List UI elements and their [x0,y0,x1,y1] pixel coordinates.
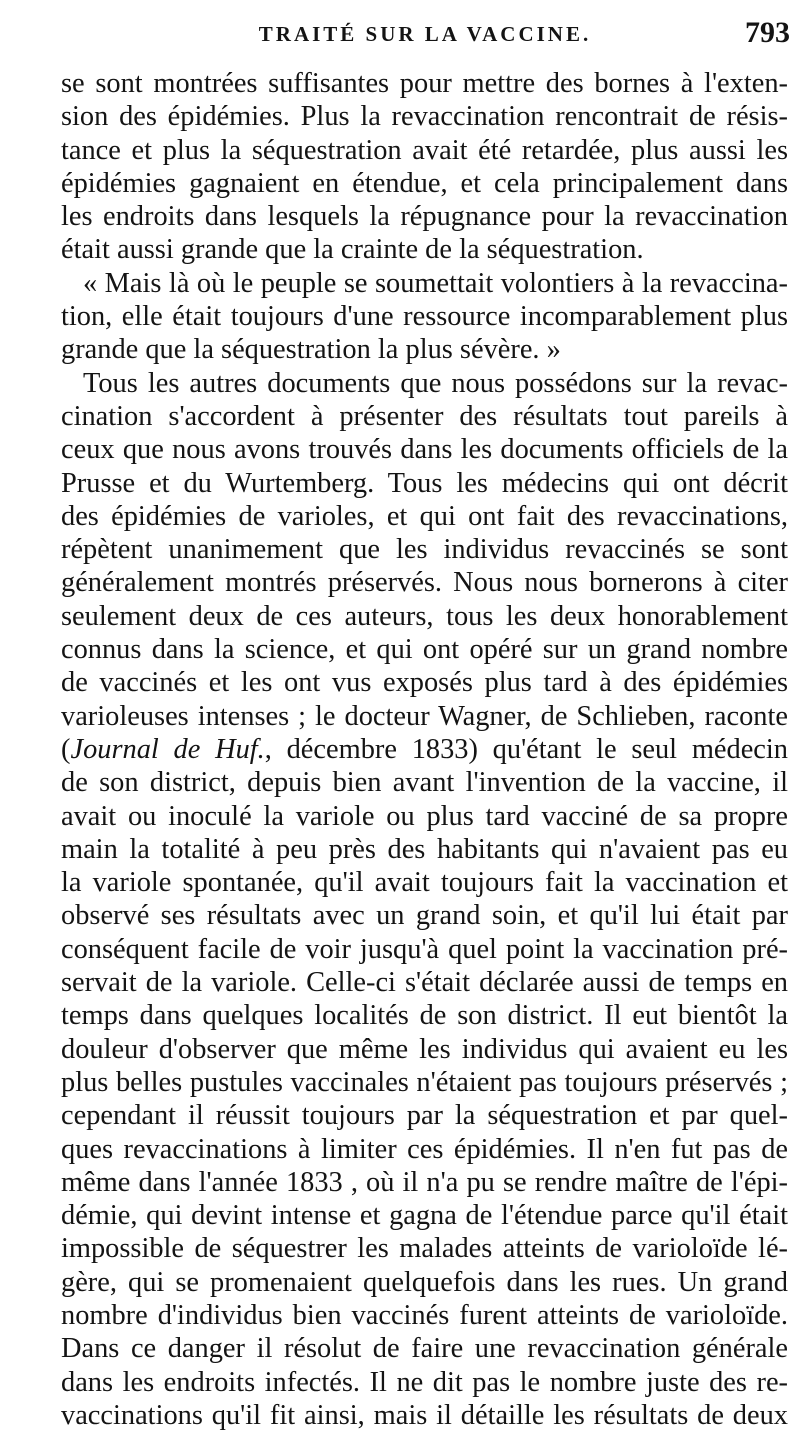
text-line: cependant il réussit toujours par la séquestration et par quel- [61,1100,788,1132]
text-line: main la totalité à peu près des habitants qui n'avaient pas eu [61,833,788,865]
page-number: 793 [745,16,790,49]
text-line: connus dans la science, et qui ont opéré sur un grand nombre [61,634,788,666]
text-line: de son district, depuis bien avant l'invention de la vaccine, il [61,767,788,799]
text-line: tion, elle était toujours d'une ressource incomparablement plus [61,301,788,333]
text-line: observé ses résultats avec un grand soin, et qu'il lui était par [61,900,788,932]
text-line: sion des épidémies. Plus la revaccination rencontrait de résis- [61,101,788,133]
text-line: ceux que nous avons trouvés dans les documents officiels de la [61,434,788,466]
text-line: était aussi grande que la crainte de la séquestration. [61,234,644,266]
text-line: grande que la séquestration la plus sévère. » [61,334,561,366]
text-line: vaccinations qu'il fit ainsi, mais il détaille les résultats de deux [61,1399,788,1431]
text-line: temps dans quelques localités de son district. Il eut bientôt la [61,1000,788,1032]
text-line: dans les endroits infectés. Il ne dit pas le nombre juste des re- [61,1366,788,1398]
text-line: généralement montrés préservés. Nous nous bornerons à citer [61,567,788,599]
text-line: « Mais là où le peuple se soumettait volontiers à la revaccina- [83,267,788,299]
text-line: cination s'accordent à présenter des résultats tout pareils à [61,400,788,432]
text-line: Prusse et du Wurtemberg. Tous les médecins qui ont décrit [61,467,788,499]
text-line: avait ou inoculé la variole ou plus tard vacciné de sa propre [61,800,788,832]
page-header [60,14,790,54]
journal-title: Journal de Huf. [70,733,265,765]
text-line: se sont montrées suffisantes pour mettre des bornes à l'exten- [61,68,788,99]
text-line: épidémies gagnaient en étendue, et cela principalement dans [61,167,788,199]
text-line: douleur d'observer que même les individus qui avaient eu les [61,1033,788,1065]
text-line: démie, qui devint intense et gagna de l'étendue parce qu'il était [61,1200,788,1232]
text-line: plus belles pustules vaccinales n'étaient pas toujours préservés ; [61,1066,788,1098]
text-line: varioleuses intenses ; le docteur Wagner, de Schlieben, raconte [61,700,788,732]
text-line: de vaccinés et les ont vus exposés plus tard à des épidémies [61,667,788,699]
text-line: tance et plus la séquestration avait été retardée, plus aussi les [61,134,788,166]
text-line: (Journal de Huf., décembre 1833) qu'étant le seul médecin [61,733,788,765]
text-line: Tous les autres documents que nous possédons sur la revac- [83,367,788,399]
text-line: même dans l'année 1833 , où il n'a pu se rendre maître de l'épi- [61,1166,788,1198]
text-line: des épidémies de varioles, et qui ont fait des revaccinations, [61,500,788,532]
text-line: servait de la variole. Celle-ci s'était déclarée aussi de temps en [61,967,788,999]
text-line: la variole spontanée, qu'il avait toujours fait la vaccination et [61,867,788,899]
text-line: Dans ce danger il résolut de faire une revaccination générale [61,1333,788,1365]
text-line: gère, qui se promenaient quelquefois dans les rues. Un grand [61,1266,788,1298]
text-line: nombre d'individus bien vaccinés furent atteints de varioloïde. [61,1299,788,1331]
text-line: seulement deux de ces auteurs, tous les deux honorablement [61,600,788,632]
text-line: impossible de séquestrer les malades atteints de varioloïde lé- [61,1233,788,1265]
text-line: ques revaccinations à limiter ces épidémies. Il n'en fut pas de [61,1133,788,1165]
text-line: conséquent facile de voir jusqu'à quel point la vaccination pré- [61,933,788,965]
running-title: TRAITÉ SUR LA VACCINE. [258,22,592,46]
body-text [61,67,788,1432]
text-line: les endroits dans lesquels la répugnance pour la revaccination [61,201,788,233]
text-line: répètent unanimement que les individus revaccinés se sont [61,534,788,566]
